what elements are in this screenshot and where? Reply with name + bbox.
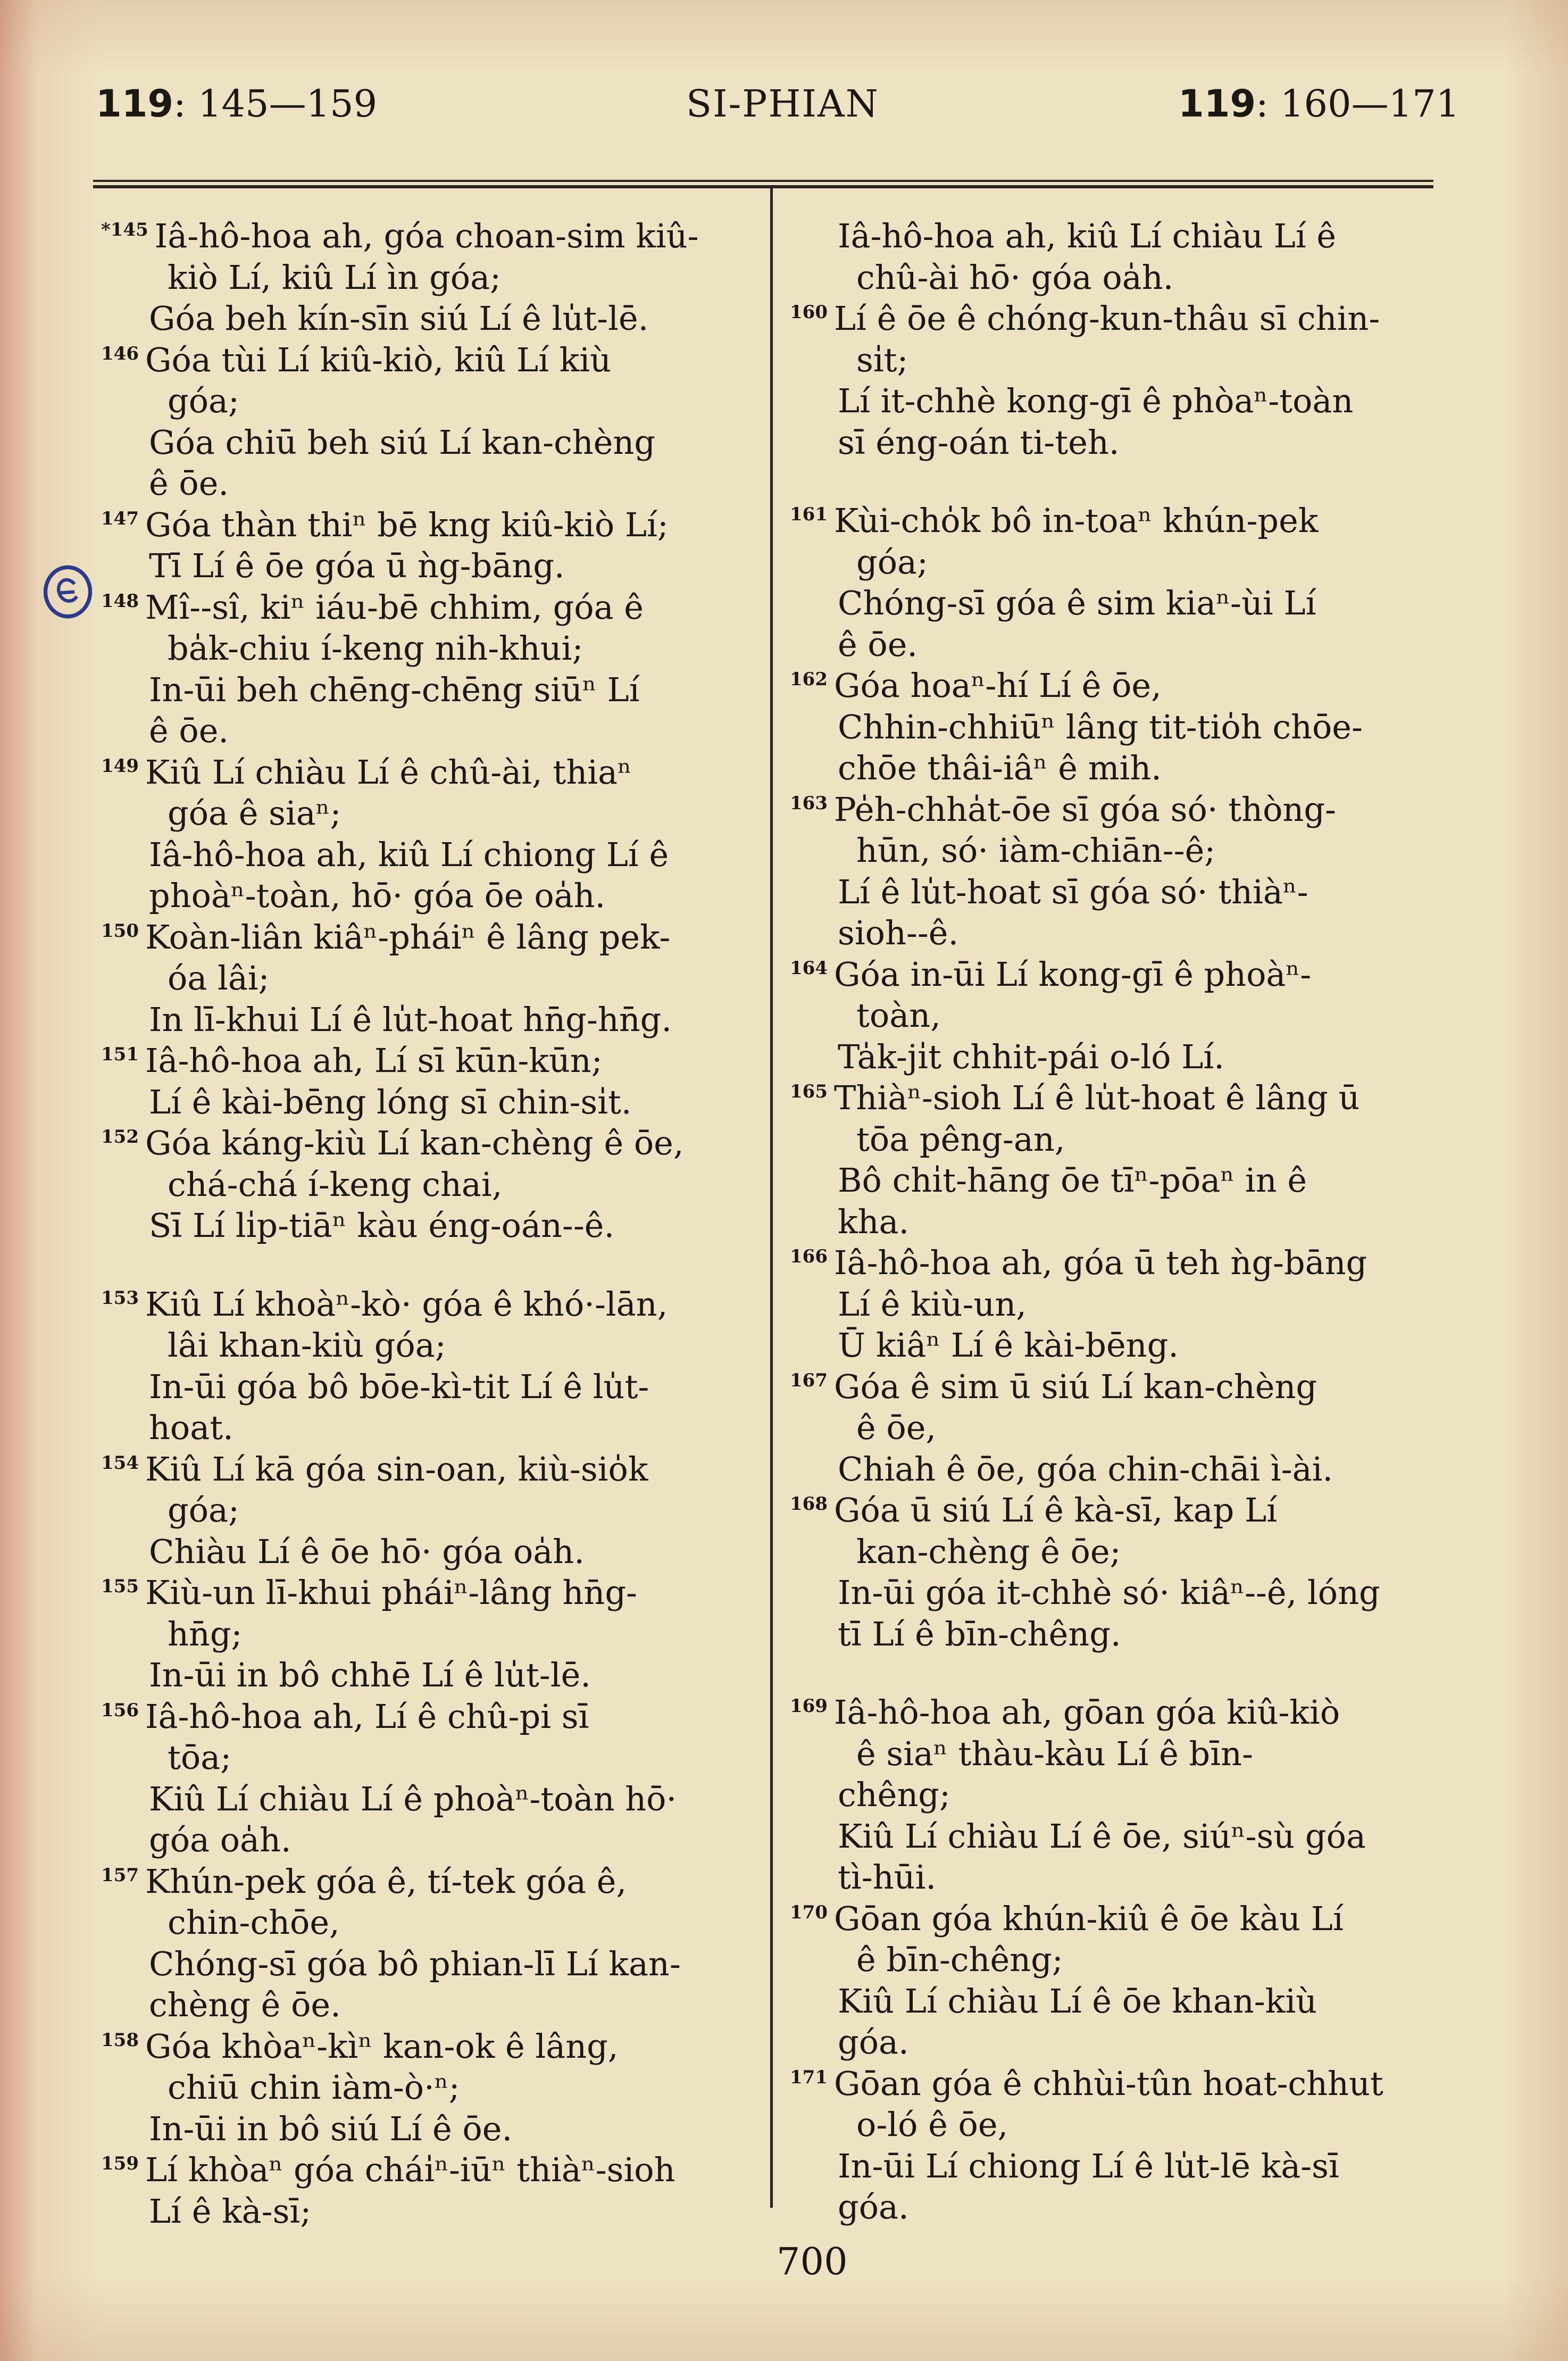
verse-line: phoàⁿ-toàn, hō· góa ōe oa̍h. (149, 876, 606, 915)
left-column (101, 215, 777, 2232)
header-left-reference (96, 80, 377, 128)
verse-line: chin-chōe, (168, 1903, 340, 1942)
verse-line: sioh--ê. (838, 913, 959, 952)
verse-line: Iâ-hô-hoa ah, kiû Lí chiong Lí ê (149, 835, 669, 874)
verse-line: chiū chin iàm-ò·ⁿ; (168, 2068, 460, 2107)
verse-line-text: Góa in-ūi Lí kong-gī ê phoàⁿ- (833, 954, 1312, 994)
right-column (790, 215, 1465, 2228)
verse-line: góa. (838, 2188, 909, 2226)
verse-number: 159 (101, 2153, 139, 2175)
verse-number: 167 (790, 1369, 828, 1391)
verse-line-text: Mî--sî, kiⁿ iáu-bē chhim, góa ê (145, 587, 644, 627)
verse-first-line (101, 504, 777, 546)
verse-line: Lí ê kiù-un, (838, 1284, 1027, 1324)
verse-number: 164 (790, 957, 828, 979)
verse-line: Ta̍k-ji̍t chhit-pái o-ló Lí. (838, 1037, 1224, 1076)
verse-line-text: Iâ-hô-hoa ah, Lí ê chû-pi sī (145, 1697, 589, 1736)
verse (101, 1861, 777, 2026)
verse-line: góa ê siaⁿ; (168, 794, 341, 833)
verse-line: góa; (168, 381, 239, 420)
verse-line-text: Iâ-hô-hoa ah, kiû Lí chiàu Lí ê (838, 217, 1337, 255)
verse-line: ê ōe. (149, 464, 229, 503)
verse-line: In-ūi góa bô bōe-kì-tit Lí ê lu̍t- (149, 1367, 649, 1406)
verse-line: In-ūi in bô chhē Lí ê lu̍t-lē. (149, 1656, 591, 1694)
verse-number: 153 (101, 1287, 139, 1309)
verse-first-line (790, 1077, 1465, 1119)
handwritten-circle-mark (40, 564, 96, 620)
verse (101, 1284, 777, 1449)
verse-line-text: Gōan góa ê chhùi-tûn hoat-chhut (833, 2064, 1383, 2103)
verse-line: Chhin-chhiūⁿ lâng tit-tio̍h chōe- (838, 707, 1363, 746)
verse-line: ê ōe. (149, 711, 229, 750)
verse (101, 2026, 777, 2150)
verse (790, 1898, 1465, 2063)
verse-number: 154 (101, 1452, 139, 1474)
verse-line-text: Iâ-hô-hoa ah, góa choan-sim kiû- (154, 217, 699, 255)
verse-line: hūn, só· iàm-chiān--ê; (856, 831, 1216, 870)
header-left-chapter: 119 (96, 82, 174, 126)
verse (101, 1123, 777, 1246)
verse-line: hoat. (149, 1408, 233, 1447)
verse-line: óa lâi; (168, 959, 270, 997)
verse-number: 148 (101, 590, 139, 612)
verse-first-line (101, 1040, 777, 1082)
verse-number: 156 (101, 1699, 139, 1721)
verse-number: 165 (790, 1081, 828, 1103)
verse-first-line (790, 1898, 1465, 1940)
verse (790, 215, 1465, 298)
verse (790, 954, 1465, 1078)
verse-line: hn̄g; (168, 1614, 243, 1653)
verse-line: tōa; (168, 1738, 232, 1777)
verse-first-line (790, 954, 1465, 995)
page-title: SI-PHIAN (686, 82, 879, 126)
verse-number: 160 (790, 302, 828, 323)
verse (101, 339, 777, 504)
verse-number: *145 (101, 219, 148, 241)
verse-number: 150 (101, 920, 139, 942)
verse (790, 1242, 1465, 1366)
verse-first-line (790, 298, 1465, 339)
verse-number: 155 (101, 1576, 139, 1598)
verse-first-line (101, 917, 777, 958)
verse-line: Kiû Lí chiàu Lí ê ōe khan-kiù (838, 1981, 1317, 2021)
verse-number: 170 (790, 1901, 828, 1923)
verse-line: In-ūi in bô siú Lí ê ōe. (149, 2109, 513, 2148)
verse-line: ê ōe, (856, 1408, 937, 1447)
verse-line: Chóng-sī góa bô phian-lī Lí kan- (149, 1944, 681, 1983)
verse-line: kan-chèng ê ōe; (856, 1532, 1121, 1571)
verse (101, 1696, 777, 1861)
verse-number: 168 (790, 1493, 828, 1515)
verse-line-text: Kiû Lí khoàⁿ-kò· góa ê khó·-lān, (145, 1284, 668, 1324)
stanza-gap (790, 463, 1465, 500)
verse-line-text: Kùi-cho̍k bô in-toaⁿ khún-pek (833, 501, 1319, 540)
header-right-reference (1178, 80, 1459, 128)
verse-line-text: Thiàⁿ-sioh Lí ê lu̍t-hoat ê lâng ū (833, 1078, 1360, 1117)
verse-line-text: Lí ê ōe ê chóng-kun-thâu sī chin- (833, 299, 1380, 338)
verse-line: Góa chiū beh siú Lí kan-chèng (149, 422, 656, 462)
verse-line: góa; (856, 542, 928, 581)
verse (101, 2149, 777, 2232)
verse-first-line (790, 2063, 1465, 2105)
verse-line: tī Lí ê bīn-chêng. (838, 1614, 1121, 1653)
verse-line-text: Góa thàn thiⁿ bē kng kiû-kiò Lí; (145, 505, 669, 544)
verse-line: Chiah ê ōe, góa chin-chāi ì-ài. (838, 1449, 1333, 1489)
verse-line: Chiàu Lí ê ōe hō· góa oa̍h. (149, 1532, 585, 1571)
verse-line-text: Pe̍h-chha̍t-ōe sī góa só· thòng- (833, 789, 1336, 829)
header-right-range: : 160—171 (1256, 82, 1460, 126)
verse-line: chêng; (838, 1775, 950, 1814)
verse-line: góa; (168, 1491, 239, 1529)
verse (790, 1077, 1465, 1242)
verse-number: 158 (101, 2029, 139, 2051)
header-rule-thick (93, 185, 1433, 188)
verse-first-line (101, 1861, 777, 1902)
verse-number: 146 (101, 343, 139, 364)
verse-line-text: Koàn-liân kiâⁿ-pháiⁿ ê lâng pek- (145, 917, 671, 957)
verse-first-line (101, 2026, 777, 2067)
verse-line: Kiû Lí chiàu Lí ê ōe, siúⁿ-sù góa (838, 1816, 1366, 1856)
verse (101, 587, 777, 752)
verse (790, 500, 1465, 665)
verse (101, 1040, 777, 1123)
verse-line-text: Góa khòaⁿ-kìⁿ kan-ok ê lâng, (145, 2026, 619, 2066)
verse-number: 151 (101, 1044, 139, 1066)
verse-line: Lí ê kài-bēng lóng sī chin-si̍t. (149, 1082, 632, 1121)
verse-line: chá-chá í-keng chai, (168, 1165, 503, 1204)
verse-first-line (101, 215, 777, 257)
page-number: 700 (777, 2240, 848, 2283)
header-right-chapter: 119 (1178, 82, 1256, 126)
verse-line: tōa pêng-an, (856, 1119, 1065, 1159)
verse-number: 166 (790, 1246, 828, 1268)
verse-line: chèng ê ōe. (149, 1985, 341, 2024)
verse-number: 157 (101, 1864, 139, 1886)
verse-number: 171 (790, 2066, 828, 2088)
verse-line-text: Kiû Lí chiàu Lí ê chû-ài, thiaⁿ (145, 752, 632, 792)
verse-first-line (790, 215, 1465, 257)
verse-line: Chóng-sī góa ê sim kiaⁿ-ùi Lí (838, 584, 1316, 622)
verse-first-line (790, 789, 1465, 830)
verse-first-line (790, 1692, 1465, 1733)
verse-line: ba̍k-chiu í-keng nih-khui; (168, 629, 583, 668)
verse-line: Sī Lí li̍p-tiāⁿ kàu éng-oán--ê. (149, 1206, 615, 1245)
verse (101, 917, 777, 1041)
verse-number: 152 (101, 1126, 139, 1148)
verse-first-line (790, 500, 1465, 542)
verse-line-text: Góa káng-kiù Lí kan-chèng ê ōe, (145, 1124, 684, 1162)
verse (101, 1449, 777, 1573)
verse-number: 163 (790, 792, 828, 814)
verse-line-text: Góa tùi Lí kiû-kiò, kiû Lí kiù (145, 340, 612, 379)
verse-line-text: Lí khòaⁿ góa chái̍ⁿ-iūⁿ thiàⁿ-sioh (145, 2150, 675, 2189)
verse-first-line (101, 1284, 777, 1325)
verse-line: góa. (838, 2023, 909, 2061)
verse-line-text: Iâ-hô-hoa ah, Lí sī kūn-kūn; (145, 1041, 603, 1080)
verse-number: 147 (101, 508, 139, 529)
verse-line: In-ūi góa it-chhè só· kiâⁿ--ê, lóng (838, 1573, 1380, 1612)
verse-first-line (790, 1490, 1465, 1531)
verse-first-line (790, 1242, 1465, 1284)
verse (790, 789, 1465, 954)
verse-number: 169 (790, 1695, 828, 1717)
verse-number: 161 (790, 504, 828, 526)
verse-line: toàn, (856, 996, 941, 1035)
verse-first-line (790, 665, 1465, 706)
header-rule-thin (93, 180, 1433, 182)
verse-line: góa oa̍h. (149, 1820, 291, 1859)
verse-line-text: Góa ū siú Lí ê kà-sī, kap Lí (833, 1491, 1278, 1529)
verse-line-text: Gōan góa khún-kiû ê ōe kàu Lí (833, 1899, 1344, 1938)
verse-line: chû-ài hō· góa oa̍h. (856, 257, 1174, 297)
verse-first-line (101, 339, 777, 381)
verse-line: Lí ê kà-sī; (149, 2191, 312, 2231)
verse-line: Bô chi̍t-hāng ōe tīⁿ-pōaⁿ in ê (838, 1161, 1307, 1200)
verse-line: o-ló ê ōe, (856, 2105, 1008, 2144)
verse (790, 1366, 1465, 1490)
verse-first-line (101, 1696, 777, 1738)
verse-line-text: Kiù-un lī-khui pháiⁿ-lâng hn̄g- (145, 1573, 637, 1612)
header-left-range: : 145—159 (173, 82, 378, 126)
verse-line-text: Khún-pek góa ê, tí-tek góa ê, (145, 1861, 627, 1901)
verse-line: In lī-khui Lí ê lu̍t-hoat hn̄g-hn̄g. (149, 1000, 672, 1039)
verse-line: kiò Lí, kiû Lí ìn góa; (168, 257, 501, 297)
verse-line-text: Iâ-hô-hoa ah, gōan góa kiû-kiò (833, 1693, 1340, 1732)
verse-line: Lí it-chhè kong-gī ê phòaⁿ-toàn (838, 381, 1354, 420)
verse-line: kha. (838, 1202, 910, 1241)
verse-line: Kiû Lí chiàu Lí ê phoàⁿ-toàn hō· (149, 1779, 677, 1818)
verse-number: 162 (790, 669, 828, 691)
verse-line: Tī Lí ê ōe góa ū ǹg-bāng. (149, 546, 565, 585)
stanza-gap (101, 1246, 777, 1284)
verse-line: In-ūi Lí chiong Lí ê lu̍t-lē kà-sī (838, 2146, 1339, 2185)
verse-line: Lí ê lu̍t-hoat sī góa só· thiàⁿ- (838, 872, 1308, 911)
verse (790, 665, 1465, 789)
verse-first-line (101, 2149, 777, 2191)
verse-first-line (101, 1449, 777, 1490)
verse-line: chōe thâi-iâⁿ ê mih. (838, 749, 1162, 787)
verse (101, 1572, 777, 1696)
verse-line-text: Iâ-hô-hoa ah, góa ū teh ǹg-bāng (833, 1243, 1367, 1282)
verse-line: ê bīn-chêng; (856, 1940, 1063, 1979)
verse-first-line (101, 587, 777, 628)
verse-line-text: Góa hoaⁿ-hí Lí ê ōe, (833, 666, 1162, 705)
verse-first-line (101, 1572, 777, 1614)
verse-line: Góa beh kín-sīn siú Lí ê lu̍t-lē. (149, 299, 649, 338)
stanza-gap (790, 1655, 1465, 1692)
verse-first-line (101, 752, 777, 793)
verse (790, 1692, 1465, 1898)
verse-line: ê siaⁿ thàu-kàu Lí ê bīn- (856, 1734, 1253, 1773)
verse (790, 2063, 1465, 2228)
verse-line: Ū kiâⁿ Lí ê kài-bēng. (838, 1326, 1179, 1365)
verse (101, 504, 777, 587)
verse-line: tì-hūi. (838, 1858, 937, 1897)
verse (790, 1490, 1465, 1655)
verse-number: 149 (101, 755, 139, 777)
verse (101, 215, 777, 339)
verse-line: si̍t; (856, 340, 908, 379)
verse-first-line (101, 1123, 777, 1164)
verse (101, 752, 777, 917)
verse-first-line (790, 1366, 1465, 1408)
verse-line: lâi khan-kiù góa; (168, 1326, 446, 1365)
verse (790, 298, 1465, 463)
verse-line: In-ūi beh chēng-chēng siūⁿ Lí (149, 670, 640, 709)
verse-line: ê ōe. (838, 625, 918, 664)
verse-line: sī éng-oán ti-teh. (838, 422, 1120, 462)
verse-line-text: Góa ê sim ū siú Lí kan-chèng (833, 1367, 1317, 1406)
verse-line-text: Kiû Lí kā góa sin-oan, kiù-sio̍k (145, 1449, 648, 1489)
